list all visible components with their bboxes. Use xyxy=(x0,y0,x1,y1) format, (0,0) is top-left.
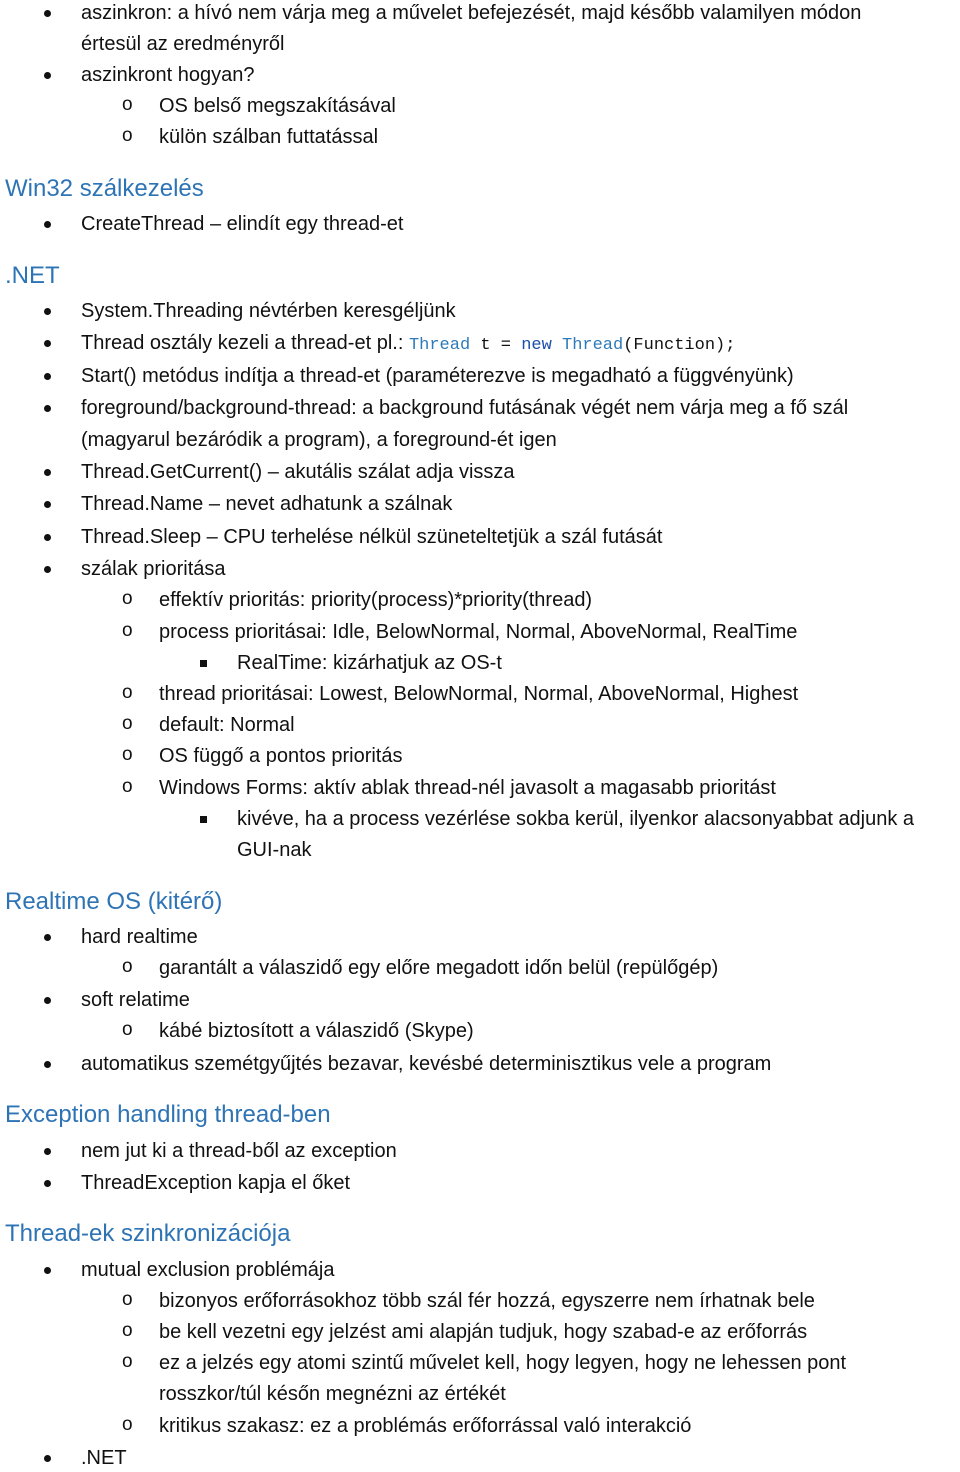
list-item-label: soft relatime xyxy=(81,989,190,1011)
bullet-circle-icon: o xyxy=(122,744,133,765)
list-item-text xyxy=(159,94,396,118)
list-item-label: külön szálban futtatással xyxy=(159,126,379,148)
list-item-label: garantált a válaszidő egy előre megadott időn belül (repülőgép) xyxy=(159,957,719,979)
list-item-text xyxy=(159,1382,506,1406)
list-item-label: kritikus szakasz: ez a problémás erőforrással való interakció xyxy=(159,1415,692,1437)
list-item-label: nem jut ki a thread-ből az exception xyxy=(81,1140,397,1162)
bullet-disc-icon xyxy=(44,340,51,347)
list-item-label: .NET xyxy=(81,1447,127,1469)
list-item-label: hard realtime xyxy=(81,926,198,948)
code-token: t = xyxy=(470,336,522,355)
list-item-label: Start() metódus indítja a thread-et (paraméterezve is megadható a függvényünk) xyxy=(81,365,794,387)
list-item xyxy=(0,396,960,422)
bullet-disc-icon xyxy=(44,308,51,315)
list-item-label: foreground/background-thread: a background futásának végét nem várja meg a fő szál xyxy=(81,397,849,419)
list-item-label: automatikus szemétgyűjtés bezavar, kevésbé determinisztikus vele a program xyxy=(81,1053,772,1075)
list-item-text xyxy=(81,299,456,323)
code-token xyxy=(552,336,562,355)
list-item-label: Windows Forms: aktív ablak thread-nél javasolt a magasabb prioritást xyxy=(159,777,776,799)
bullet-disc-icon xyxy=(44,1267,51,1274)
bullet-disc-icon xyxy=(44,469,51,476)
list-item-label: értesül az eredményről xyxy=(81,33,285,55)
list-item xyxy=(0,492,960,518)
bullet-circle-icon: o xyxy=(122,1414,133,1435)
bullet-disc-icon xyxy=(44,373,51,380)
bullet-disc-icon xyxy=(44,1180,51,1187)
code-token: new xyxy=(521,336,552,355)
list-item-label: process prioritásai: Idle, BelowNormal, Normal, AboveNormal, RealTime xyxy=(159,621,798,643)
list-item xyxy=(0,1320,960,1346)
list-item xyxy=(0,32,960,58)
bullet-square-icon xyxy=(200,816,207,823)
list-item xyxy=(0,713,960,739)
list-item xyxy=(0,1414,960,1440)
list-item-text xyxy=(237,838,311,862)
list-item-text xyxy=(159,125,378,149)
bullet-circle-icon: o xyxy=(122,1289,133,1310)
list-item-text xyxy=(81,331,735,358)
list-item-label: System.Threading névtérben keresgéljünk xyxy=(81,300,456,322)
list-item-text xyxy=(81,1139,397,1163)
bullet-disc-icon xyxy=(44,934,51,941)
list-item xyxy=(0,125,960,151)
list-item xyxy=(0,1289,960,1315)
list-item-label: mutual exclusion problémája xyxy=(81,1259,335,1281)
list-item-label: be kell vezetni egy jelzést ami alapján tudjuk, hogy szabad-e az erőforrás xyxy=(159,1321,808,1343)
list-item-text xyxy=(159,1414,691,1438)
list-item xyxy=(0,364,960,390)
list-item-label: OS belső megszakításával xyxy=(159,95,396,117)
list-item-text xyxy=(81,212,403,236)
list-item xyxy=(0,807,960,833)
list-item xyxy=(0,1351,960,1377)
list-item-text xyxy=(81,63,254,87)
list-item xyxy=(0,212,960,238)
list-item-label: default: Normal xyxy=(159,714,295,736)
list-item xyxy=(0,744,960,770)
bullet-circle-icon: o xyxy=(122,94,133,115)
list-item-label: thread prioritásai: Lowest, BelowNormal, Normal, AboveNormal, Highest xyxy=(159,683,799,705)
list-item xyxy=(0,428,960,454)
list-item-text xyxy=(159,956,718,980)
list-item xyxy=(0,299,960,325)
bullet-disc-icon xyxy=(44,72,51,79)
list-item-label: Thread osztály kezeli a thread-et pl.: xyxy=(81,332,409,354)
list-item-text xyxy=(81,428,557,452)
list-item xyxy=(0,460,960,486)
list-item xyxy=(0,1258,960,1284)
code-token: (Function); xyxy=(623,336,736,355)
list-item-text xyxy=(159,776,776,800)
list-item-text xyxy=(81,492,452,516)
list-item-text xyxy=(81,1446,127,1470)
list-item xyxy=(0,838,960,864)
list-item-text xyxy=(81,460,515,484)
bullet-disc-icon xyxy=(44,501,51,508)
section-heading: Win32 szálkezelés xyxy=(5,175,204,202)
bullet-disc-icon xyxy=(44,997,51,1004)
section-heading: Exception handling thread-ben xyxy=(5,1101,331,1128)
bullet-disc-icon xyxy=(44,566,51,573)
bullet-circle-icon: o xyxy=(122,682,133,703)
bullet-circle-icon: o xyxy=(122,1320,133,1341)
list-item xyxy=(0,956,960,982)
list-item xyxy=(0,63,960,89)
list-item-label: Thread.Sleep – CPU terhelése nélkül szüneteltetjük a szál futását xyxy=(81,526,663,548)
list-item xyxy=(0,1382,960,1408)
list-item-label: Thread.GetCurrent() – akutális szálat adja vissza xyxy=(81,461,515,483)
bullet-disc-icon xyxy=(44,405,51,412)
list-item-text xyxy=(159,1019,474,1043)
list-item-text xyxy=(237,651,502,675)
list-item xyxy=(0,557,960,583)
code-token: Thread xyxy=(562,336,624,355)
list-item xyxy=(0,94,960,120)
list-item xyxy=(0,620,960,646)
list-item-label: ez a jelzés egy atomi szintű művelet kell, hogy legyen, hogy ne lehessen pont xyxy=(159,1352,847,1374)
list-item-label: CreateThread – elindít egy thread-et xyxy=(81,213,404,235)
section-heading: Thread-ek szinkronizációja xyxy=(5,1220,291,1247)
list-item-text xyxy=(81,396,848,420)
list-item-label: GUI-nak xyxy=(237,839,312,861)
list-item xyxy=(0,988,960,1014)
bullet-disc-icon xyxy=(44,534,51,541)
section-heading: Realtime OS (kitérő) xyxy=(5,888,223,915)
code-token: Thread xyxy=(408,336,471,355)
list-item-text xyxy=(159,620,797,644)
list-item-label: aszinkront hogyan? xyxy=(81,64,255,86)
list-item-text xyxy=(159,1289,815,1313)
list-item-label: rosszkor/túl későn megnézni az értékét xyxy=(159,1383,506,1405)
list-item-text xyxy=(81,1052,771,1076)
list-item xyxy=(0,682,960,708)
list-item-text xyxy=(159,744,402,768)
list-item xyxy=(0,925,960,951)
list-item-text xyxy=(81,1171,350,1195)
list-item xyxy=(0,331,960,357)
list-item-text xyxy=(81,525,662,549)
bullet-circle-icon: o xyxy=(122,125,133,146)
list-item-text xyxy=(237,807,914,831)
list-item-label: (magyarul bezáródik a program), a foreground-ét igen xyxy=(81,429,557,451)
list-item-label: kivéve, ha a process vezérlése sokba kerül, ilyenkor alacsonyabbat adjunk a xyxy=(237,808,915,830)
list-item-label: aszinkron: a hívó nem várja meg a művelet befejezését, majd később valamilyen módon xyxy=(81,2,862,24)
list-item xyxy=(0,588,960,614)
list-item-text xyxy=(81,557,226,581)
bullet-circle-icon: o xyxy=(122,1019,133,1040)
list-item-label: OS függő a pontos prioritás xyxy=(159,745,403,767)
list-item xyxy=(0,525,960,551)
list-item-text xyxy=(81,988,190,1012)
list-item-label: szálak prioritása xyxy=(81,558,226,580)
list-item-label: effektív prioritás: priority(process)*priority(thread) xyxy=(159,589,593,611)
list-item xyxy=(0,651,960,677)
bullet-circle-icon: o xyxy=(122,620,133,641)
bullet-disc-icon xyxy=(44,221,51,228)
list-item-text xyxy=(81,1258,334,1282)
list-item-text xyxy=(81,1,861,25)
list-item xyxy=(0,1,960,27)
bullet-disc-icon xyxy=(44,10,51,17)
list-item xyxy=(0,1019,960,1045)
list-item xyxy=(0,776,960,802)
list-item xyxy=(0,1052,960,1078)
bullet-circle-icon: o xyxy=(122,713,133,734)
section-heading: .NET xyxy=(5,262,60,289)
list-item-label: RealTime: kizárhatjuk az OS-t xyxy=(237,652,502,674)
list-item-label: Thread.Name – nevet adhatunk a szálnak xyxy=(81,493,453,515)
list-item xyxy=(0,1446,960,1472)
bullet-circle-icon: o xyxy=(122,1351,133,1372)
list-item-text xyxy=(159,1351,846,1375)
list-item-label: ThreadException kapja el őket xyxy=(81,1172,351,1194)
list-item-text xyxy=(159,588,592,612)
list-item-label: kábé biztosított a válaszidő (Skype) xyxy=(159,1020,474,1042)
list-item-text xyxy=(159,713,295,737)
bullet-disc-icon xyxy=(44,1455,51,1462)
bullet-square-icon xyxy=(200,660,207,667)
bullet-circle-icon: o xyxy=(122,776,133,797)
bullet-circle-icon: o xyxy=(122,956,133,977)
bullet-circle-icon: o xyxy=(122,588,133,609)
bullet-disc-icon xyxy=(44,1148,51,1155)
list-item-text xyxy=(159,682,798,706)
list-item-text xyxy=(81,925,198,949)
list-item xyxy=(0,1139,960,1165)
list-item xyxy=(0,1171,960,1197)
bullet-disc-icon xyxy=(44,1061,51,1068)
list-item-text xyxy=(81,364,794,388)
list-item-label: bizonyos erőforrásokhoz több szál fér hozzá, egyszerre nem írhatnak bele xyxy=(159,1290,815,1312)
list-item-text xyxy=(159,1320,807,1344)
list-item-text xyxy=(81,32,284,56)
